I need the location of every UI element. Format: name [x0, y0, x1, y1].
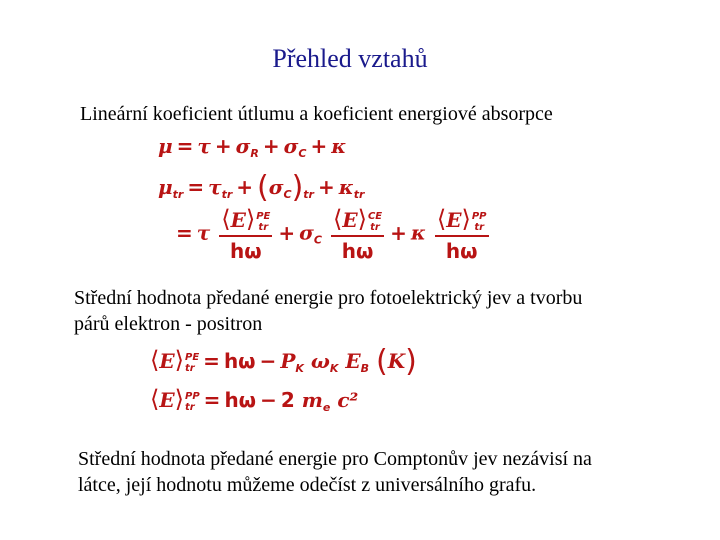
paragraph-line: Střední hodnota předané energie pro Comptonův jev nezávisí na — [78, 448, 592, 470]
angle-right: ⟩ — [245, 205, 256, 233]
symbol-kappa: κ — [331, 134, 347, 158]
symbol-e: E — [345, 349, 361, 373]
subscript-tr: tr — [185, 401, 195, 413]
number-two: 2 — [280, 388, 295, 412]
fraction-pp — [435, 205, 489, 263]
slide-title: Přehled vztahů — [272, 44, 428, 73]
symbol-e: E — [446, 208, 462, 232]
equation-mu — [158, 134, 346, 160]
paragraph-compton — [78, 446, 592, 498]
symbol-tau: τ — [196, 220, 211, 245]
subscript-b: B — [360, 362, 370, 375]
symbol-e: E — [342, 208, 358, 232]
angle-left: ⟨ — [150, 385, 160, 413]
paragraph-line: látce, její hodnotu můžeme odečíst z universálního grafu. — [78, 474, 537, 496]
operator-plus: + — [390, 220, 407, 245]
symbol-m: m — [301, 388, 323, 412]
superscript-ce: CE — [367, 210, 383, 222]
angle-right: ⟩ — [174, 385, 184, 413]
symbol-hw: hω — [224, 388, 257, 412]
subscript-tr: tr — [221, 188, 233, 201]
symbol-mu: μ — [158, 175, 173, 199]
subscript-r: R — [250, 147, 259, 160]
equation-e-pp — [150, 385, 358, 414]
fraction-pe — [219, 205, 272, 263]
angle-right: ⟩ — [461, 205, 471, 233]
paren-left: ( — [376, 344, 388, 379]
subscript-c: C — [313, 233, 322, 247]
subscript-tr: tr — [185, 362, 195, 374]
symbol-sigma: σ — [235, 134, 251, 158]
equation-fractions — [172, 205, 491, 271]
paragraph-line: párů elektron - positron — [74, 313, 263, 335]
angle-left: ⟨ — [221, 205, 231, 233]
angle-right: ⟩ — [174, 346, 184, 374]
subscript-tr: tr — [370, 221, 380, 233]
symbol-hw: hω — [223, 349, 256, 373]
symbol-tau: τ — [208, 175, 222, 199]
symbol-e: E — [159, 349, 175, 373]
symbol-kappa: κ — [338, 175, 354, 199]
subscript-k: K — [329, 362, 339, 375]
symbol-sigma: σ — [268, 175, 284, 199]
superscript-pp: PP — [471, 210, 487, 222]
equation-e-pe — [150, 344, 417, 379]
symbol-p: P — [280, 349, 296, 373]
subscript-tr: tr — [353, 188, 365, 201]
operator-plus: + — [310, 134, 328, 158]
symbol-sigma: σ — [299, 220, 314, 245]
equation-mu-tr — [158, 170, 364, 205]
subscript-e: e — [322, 401, 331, 414]
subscript-c: C — [283, 188, 292, 201]
operator-plus: + — [214, 134, 232, 158]
operator-eq: = — [203, 388, 221, 412]
operator-eq: = — [176, 220, 193, 245]
angle-right: ⟩ — [357, 205, 367, 233]
superscript-pe: PE — [256, 210, 271, 222]
symbol-tau: τ — [197, 134, 211, 158]
symbol-mu: μ — [158, 134, 173, 158]
fraction-ce — [331, 205, 384, 263]
symbol-kappa: κ — [410, 220, 426, 245]
symbol-e: E — [230, 208, 246, 232]
operator-eq: = — [203, 349, 220, 373]
paragraph-attenuation: Lineární koeficient útlumu a koeficient energiové absorpce — [80, 103, 553, 125]
operator-plus: + — [236, 175, 254, 199]
paren-right: ) — [405, 344, 417, 379]
subscript-tr: tr — [474, 221, 485, 233]
operator-plus: + — [278, 220, 296, 245]
operator-minus: − — [259, 349, 277, 373]
denominator-hw: hω — [229, 239, 262, 263]
operator-minus: − — [260, 388, 277, 412]
subscript-c: C — [298, 147, 307, 160]
subscript-k: K — [295, 362, 304, 375]
operator-eq: = — [176, 134, 194, 158]
subscript-tr: tr — [172, 188, 184, 201]
operator-plus: + — [317, 175, 335, 199]
paren-left: ( — [257, 170, 269, 205]
symbol-sigma: σ — [283, 134, 299, 158]
paragraph-line: Střední hodnota předané energie pro fotoelektrický jev a tvorbu — [74, 287, 583, 309]
paragraph-photoelectric — [74, 285, 582, 337]
paren-right: ) — [291, 170, 304, 205]
operator-eq: = — [187, 175, 205, 199]
angle-left: ⟨ — [150, 346, 160, 374]
superscript-pe: PE — [185, 351, 200, 363]
denominator-hw: hω — [341, 239, 374, 263]
angle-left: ⟨ — [332, 205, 343, 233]
symbol-e: E — [159, 388, 175, 412]
symbol-omega: ω — [310, 349, 330, 373]
symbol-c2: c² — [337, 388, 359, 412]
symbol-k: K — [387, 349, 406, 373]
angle-left: ⟨ — [436, 205, 447, 233]
subscript-tr: tr — [303, 188, 314, 201]
subscript-tr: tr — [258, 221, 269, 233]
denominator-hw: hω — [445, 239, 478, 263]
operator-plus: + — [262, 134, 280, 158]
superscript-pp: PP — [185, 390, 200, 402]
